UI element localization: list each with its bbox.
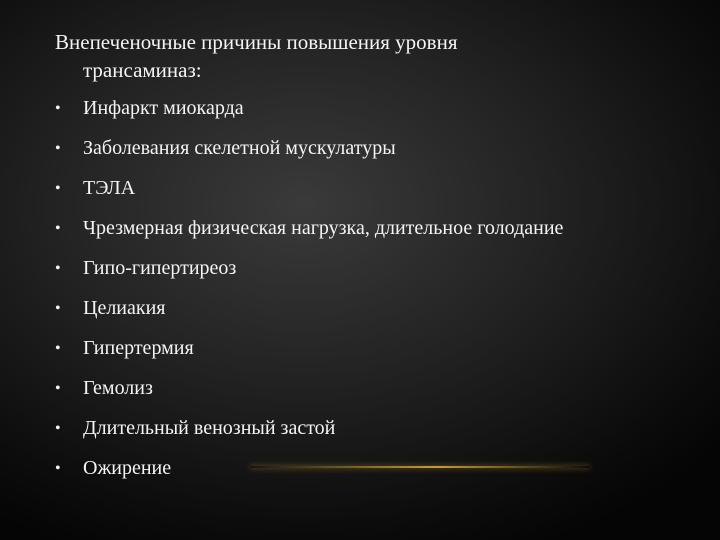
list-item-text: Ожирение — [83, 457, 172, 479]
decorative-glow-line — [250, 466, 590, 468]
list-item — [55, 135, 655, 162]
bullet-icon: • — [55, 260, 61, 277]
list-item-text: Заболевания скелетной мускулатуры — [83, 137, 396, 159]
list-item-text: Гипертермия — [83, 337, 194, 359]
list-item — [55, 295, 655, 322]
list-item — [55, 95, 655, 122]
list-item-text: ТЭЛА — [83, 177, 136, 199]
heading-line-1: Внепеченочные причины повышения уровня — [55, 30, 458, 54]
bullet-icon: • — [55, 340, 61, 357]
list-item-text: Чрезмерная физическая нагрузка, длительное голодание — [83, 217, 564, 239]
list-item — [55, 255, 655, 282]
list-item — [55, 215, 603, 242]
bullet-icon: • — [55, 220, 61, 237]
bullet-icon: • — [55, 460, 61, 477]
list-item-text: Гемолиз — [83, 377, 153, 399]
list-item-text: Гипо-гипертиреоз — [83, 257, 237, 279]
bullet-icon: • — [55, 300, 61, 317]
heading-line-2: трансаминаз: — [83, 58, 202, 82]
list-item-text: Целиакия — [83, 297, 166, 319]
list-item — [55, 455, 655, 482]
list-item — [55, 335, 655, 362]
bullet-icon: • — [55, 140, 61, 157]
slide-heading — [55, 28, 615, 84]
bullet-icon: • — [55, 420, 61, 437]
list-item — [55, 175, 655, 202]
list-item-text: Длительный венозный застой — [83, 417, 336, 439]
bullet-icon: • — [55, 100, 61, 117]
bullet-list — [55, 95, 655, 482]
bullet-icon: • — [55, 380, 61, 397]
bullet-icon: • — [55, 180, 61, 197]
list-item-text: Инфаркт миокарда — [83, 97, 244, 119]
list-item — [55, 415, 655, 442]
list-item — [55, 375, 655, 402]
